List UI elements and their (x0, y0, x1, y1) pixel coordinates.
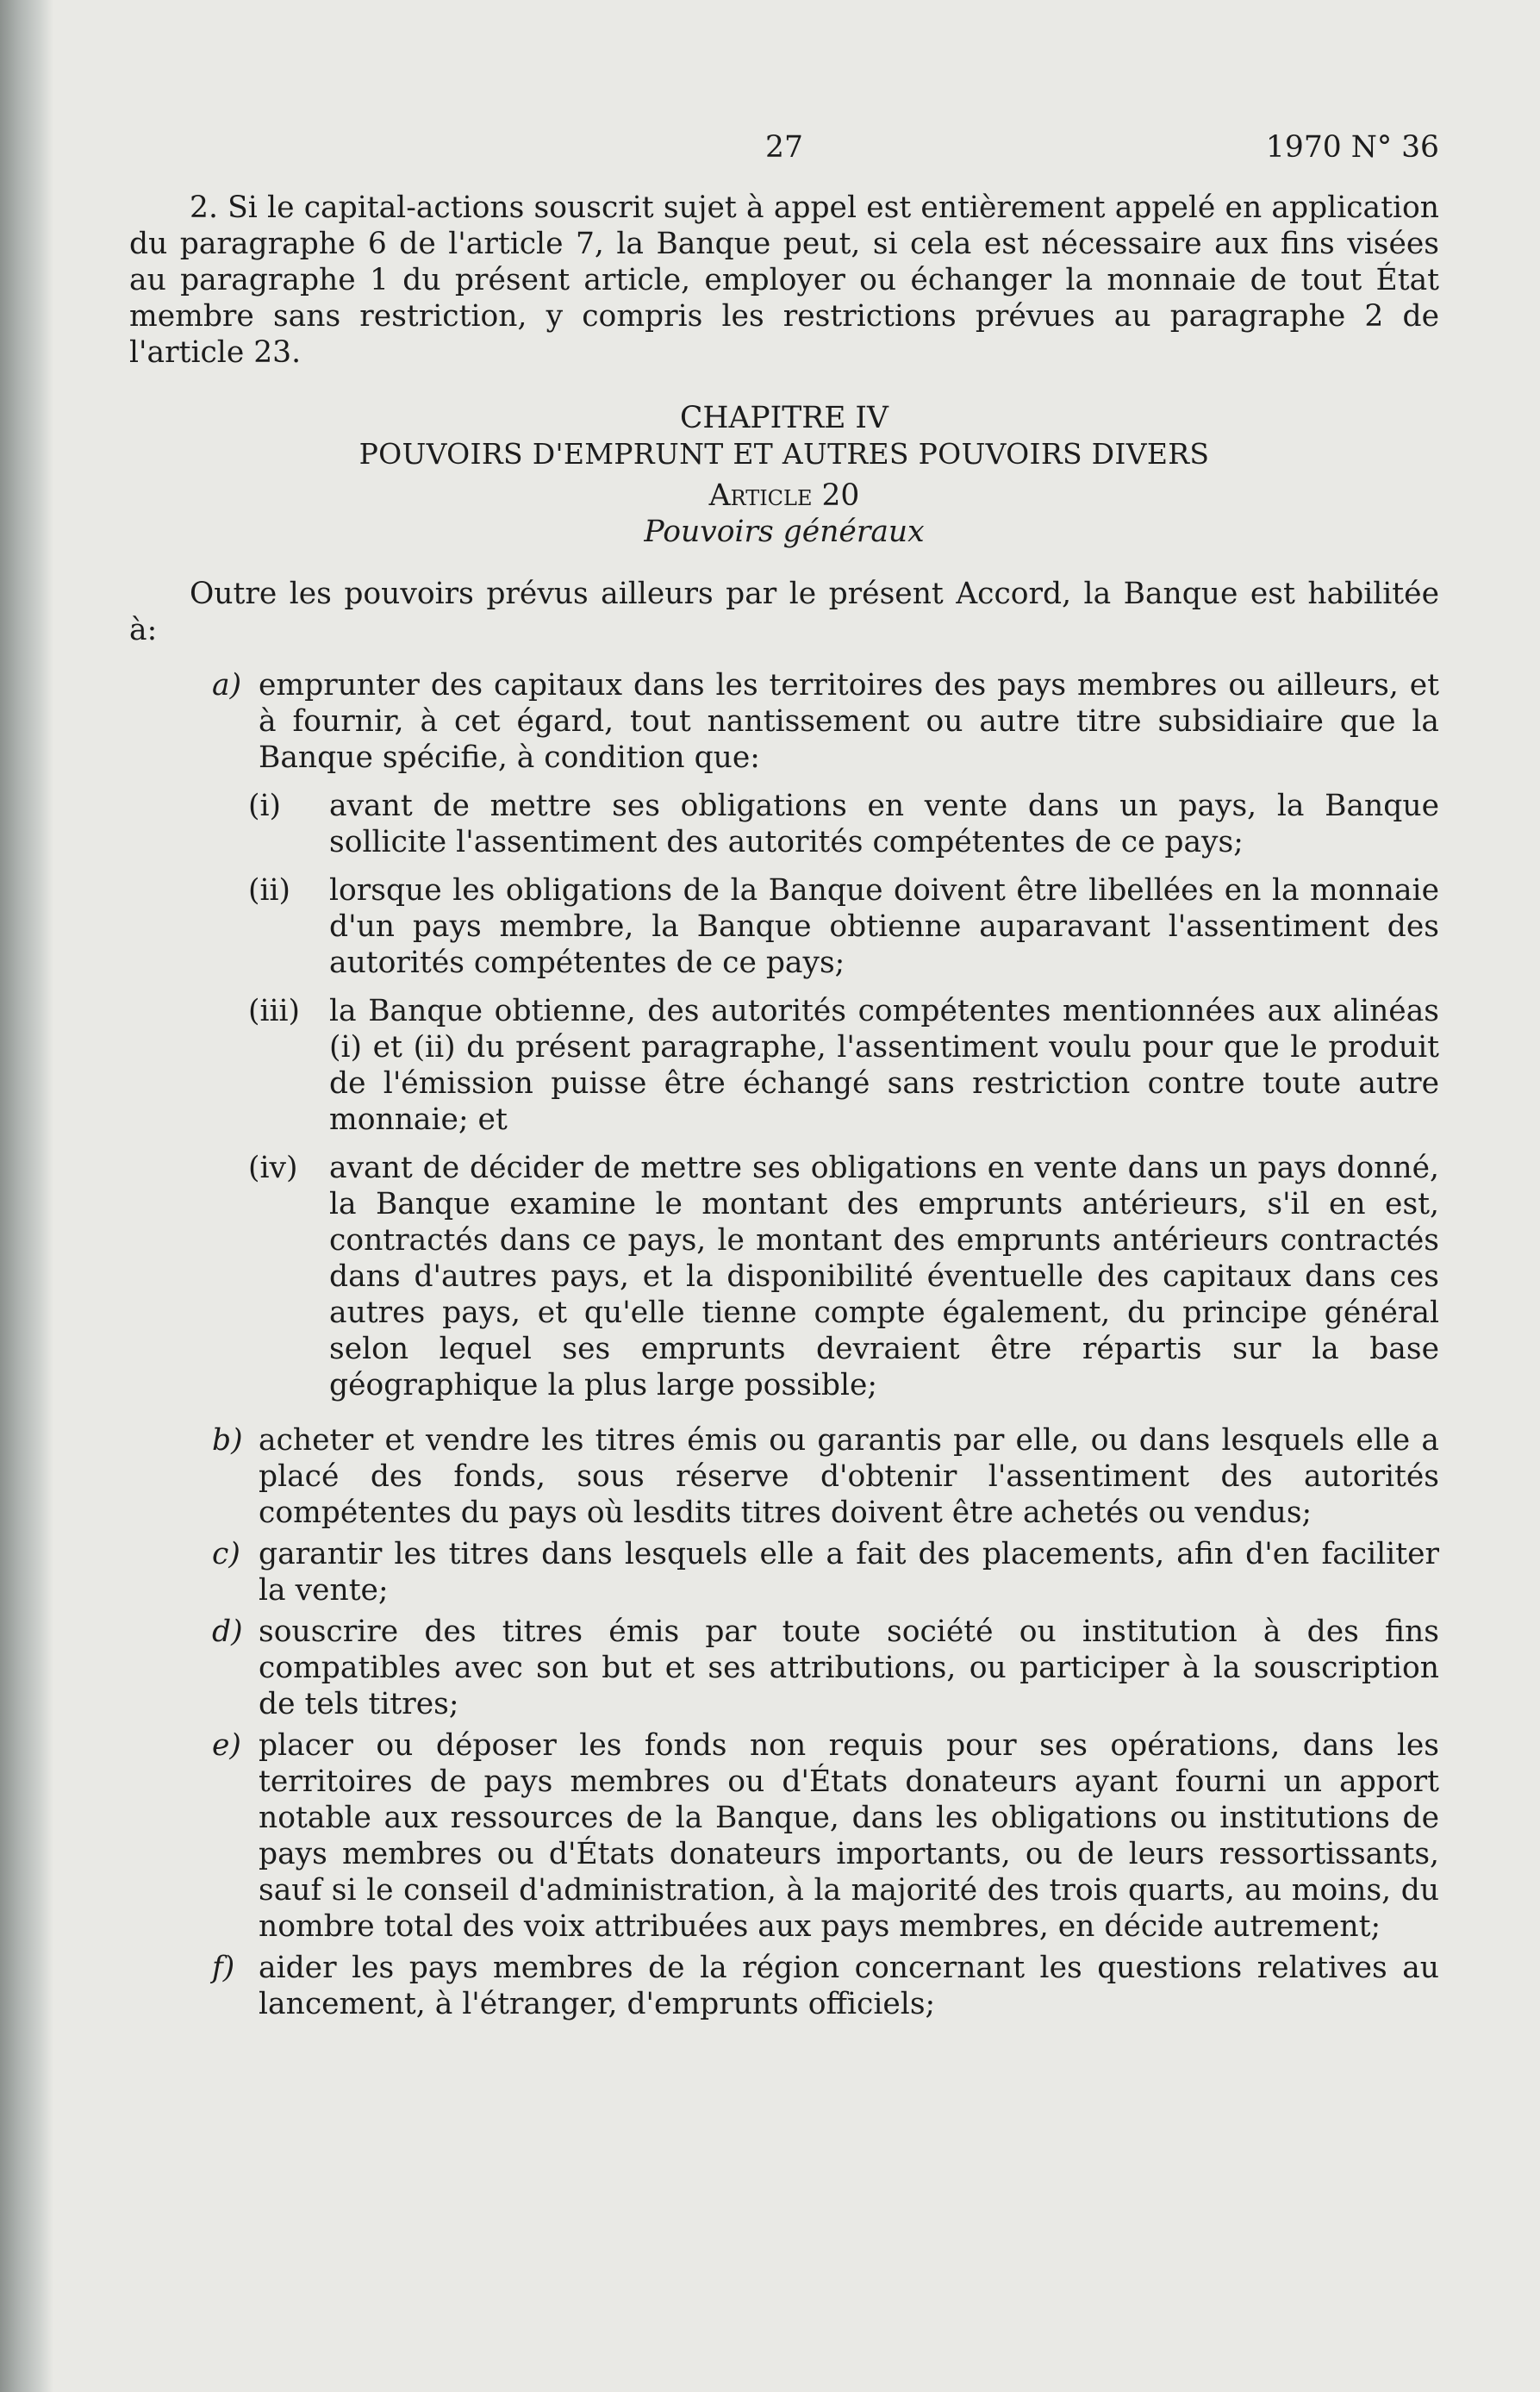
paragraph-2 (129, 190, 1439, 371)
article-title: Pouvoirs généraux (644, 515, 925, 549)
list-item-a (129, 667, 1439, 776)
sub-item-label: (iii) (248, 994, 301, 1028)
list-item-text: placer ou déposer les fonds non requis pour ses opérations, dans les territoires de pays membres ou d'États donateurs ayant fourni un apport notable aux ressources de la Banque, dans les obligations ou institutions de pays membres ou d'États donateurs importants, ou de leurs ressortissants, sauf si le conseil d'administration, à la majorité des trois quarts, au moins, du nombre total des voix attribuées aux pays membres, en décide autrement; (259, 1728, 1439, 1944)
list-item-label: d) (212, 1614, 243, 1649)
sub-item-text: avant de mettre ses obligations en vente dans un pays, la Banque sollicite l'assentiment des autorités compétentes de ce pays; (329, 789, 1439, 859)
sub-item-iii (129, 993, 1439, 1138)
list-item-d (129, 1614, 1439, 1722)
document-page (129, 129, 1439, 2022)
list-item-label: c) (212, 1537, 240, 1571)
sub-item-iv (129, 1150, 1439, 1403)
intro-paragraph: Outre les pouvoirs prévus ailleurs par le présent Accord, la Banque est habilitée à: (129, 577, 1439, 647)
paragraph-number: 2. (190, 190, 218, 225)
sub-item-text: lorsque les obligations de la Banque doivent être libellées en la monnaie d'un pays membre, la Banque obtienne auparavant l'assentiment des autorités compétentes de ce pays; (329, 873, 1439, 980)
list-item-e (129, 1727, 1439, 1945)
list-item-text: aider les pays membres de la région concernant les questions relatives au lancement, à l'étranger, d'emprunts officiels; (259, 1951, 1439, 2021)
book-spine-shadow (0, 0, 53, 2392)
document-reference: 1970 N° 36 (1265, 130, 1439, 165)
list-item-label: f) (212, 1951, 235, 1985)
sub-item-label: (iv) (248, 1151, 298, 1185)
list-item-b (129, 1422, 1439, 1531)
list-item-text: garantir les titres dans lesquels elle a fait des placements, afin d'en faciliter la vente; (259, 1537, 1439, 1608)
paragraph-text: Si le capital-actions souscrit sujet à appel est entièrement appelé en application du paragraphe 6 de l'article 7, la Banque peut, si cela est nécessaire aux fins visées au paragraphe 1 du présent article, employer ou échanger la monnaie de tout État membre sans restriction, y compris les restrictions prévues au paragraphe 2 de l'article 23. (129, 190, 1440, 370)
list-item-text: souscrire des titres émis par toute société ou institution à des fins compatibles avec son but et ses attributions, ou participer à la souscription de tels titres; (259, 1614, 1439, 1721)
list-item-c (129, 1536, 1439, 1608)
chapter-number: CHAPITRE IV (680, 401, 888, 435)
list-item-text: emprunter des capitaux dans les territoires des pays membres ou ailleurs, et à fournir, à cet égard, tout nantissement ou autre titre subsidiaire que la Banque spécifie, à condition que: (259, 668, 1439, 775)
list-item-label: a) (212, 668, 242, 703)
sub-item-text: la Banque obtienne, des autorités compétentes mentionnées aux alinéas (i) et (ii) du présent paragraphe, l'assentiment voulu pour que le produit de l'émission puisse être échangé sans restriction contre toute autre monnaie; et (329, 994, 1439, 1137)
list-item-text: acheter et vendre les titres émis ou garantis par elle, ou dans lesquels elle a placé des fonds, sous réserve d'obtenir l'assentiment des autorités compétentes du pays où lesdits titres doivent être achetés ou vendus; (259, 1423, 1439, 1530)
chapter-title: POUVOIRS D'EMPRUNT ET AUTRES POUVOIRS DIVERS (359, 437, 1210, 471)
list-item-label: e) (212, 1728, 241, 1763)
sub-item-i (129, 788, 1439, 860)
page-header (129, 129, 1439, 167)
list-item-label: b) (212, 1423, 243, 1458)
sub-item-label: (i) (248, 789, 281, 823)
list-item-f (129, 1950, 1439, 2022)
page-number: 27 (765, 130, 803, 165)
sub-item-text: avant de décider de mettre ses obligations en vente dans un pays donné, la Banque examine le montant des emprunts antérieurs, s'il en est, contractés dans ce pays, le montant des emprunts antérieurs contractés dans d'autres pays, et la disponibilité éventuelle des capitaux dans ces autres pays, et qu'elle tienne compte également, du principe général selon lequel ses emprunts devraient être répartis sur la base géographique la plus large possible; (329, 1151, 1439, 1402)
sub-item-label: (ii) (248, 873, 290, 908)
article-heading: Article 20 (708, 478, 860, 513)
sub-item-ii (129, 872, 1439, 981)
